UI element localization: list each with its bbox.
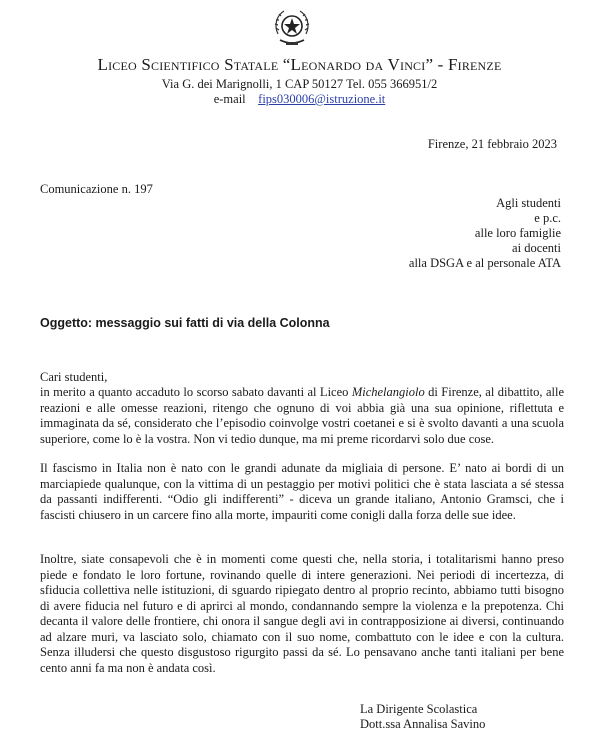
school-address: Via G. dei Marignolli, 1 CAP 50127 Tel. 055 366951/2 — [161, 77, 438, 91]
email-label: e-mail — [213, 92, 246, 106]
letter-date: Firenze, 21 febbraio 2023 — [427, 137, 557, 151]
signature-role: La Dirigente Scolastica — [360, 702, 478, 716]
recipient-line: ai docenti — [512, 241, 561, 255]
signature-block — [360, 702, 485, 732]
school-email-line — [0, 92, 599, 107]
body-paragraph-1 — [40, 385, 564, 447]
school-name: Liceo Scientifico Statale “Leonardo da Vinci” - Firenze — [97, 55, 502, 74]
letter-greeting — [40, 370, 564, 386]
greeting-text: Cari studenti, — [40, 370, 108, 384]
italian-republic-emblem-icon — [272, 6, 312, 50]
p2-text: Il fascismo in Italia non è nato con le grandi adunate da migliaia di persone. E’ nato ai bordi di un marciapiede qualunque, con la vittima di un pestaggio per motivi politici che è stata lasciata a sé stessa da passanti indifferenti. “Odio gli indifferenti” - diceva un grande italiano, Antonio Gramsci, che i fascisti chiusero in un carcere fino alla morte, impauriti come conigli dalla forza delle sue idee. — [40, 461, 564, 522]
p1-text-after: di Firenze, al dibattito, alle reazioni e alle omesse reazioni, ritengo che ognuno di voi abbia già una sua opinione, riflettuta e immaginata da sé, considerato che l’episodio coinvolge vostri coetanei e si è svolto davanti a una scuola superiore, come lo è la vostra. Non vi tedio dunque, ma mi preme ricordarvi solo due cose. — [40, 385, 564, 446]
recipient-line: e p.c. — [534, 211, 561, 225]
letter-subject: Oggetto: messaggio sui fatti di via della Colonna — [40, 316, 330, 330]
recipients-block — [409, 196, 561, 271]
p1-text-before: in merito a quanto accaduto lo scorso sabato davanti al Liceo — [40, 385, 352, 399]
body-paragraph-3 — [40, 552, 564, 676]
recipient-line: Agli studenti — [496, 196, 561, 210]
recipient-line: alla DSGA e al personale ATA — [408, 256, 561, 270]
signature-name: Dott.ssa Annalisa Savino — [360, 717, 486, 731]
p3-text: Inoltre, siate consapevoli che è in momenti come questi che, nella storia, i totalitarismi hanno preso piede e fondato le loro fortune, rovinando quelle di intere generazioni. Nei periodi di incertezza, di sfiducia collettiva nelle istituzioni, di sguardo ripiegato dentro al proprio recinto, abbiamo tutti bisogno di avere fiducia nel futuro e di aprirci al mondo, condannando sempre la violenza e la prepotenza. Chi decanta il valore delle frontiere, chi onora il sangue degli avi in contrapposizione ai diversi, continuando ad alzare muri, va lasciato solo, chiamato con il suo nome, combattuto con le idee e con la cultura. Senza illudersi che questo disgustoso rigurgito passi da sé. Lo pensavano anche tanti italiani per bene cento anni fa ma non è andata così. — [40, 552, 564, 675]
p1-italic-school-name: Michelangiolo — [351, 385, 425, 399]
email-link[interactable]: fips030006@istruzione.it — [258, 92, 386, 106]
communication-number: Comunicazione n. 197 — [40, 182, 153, 196]
body-paragraph-2 — [40, 461, 564, 523]
recipient-line: alle loro famiglie — [474, 226, 561, 240]
